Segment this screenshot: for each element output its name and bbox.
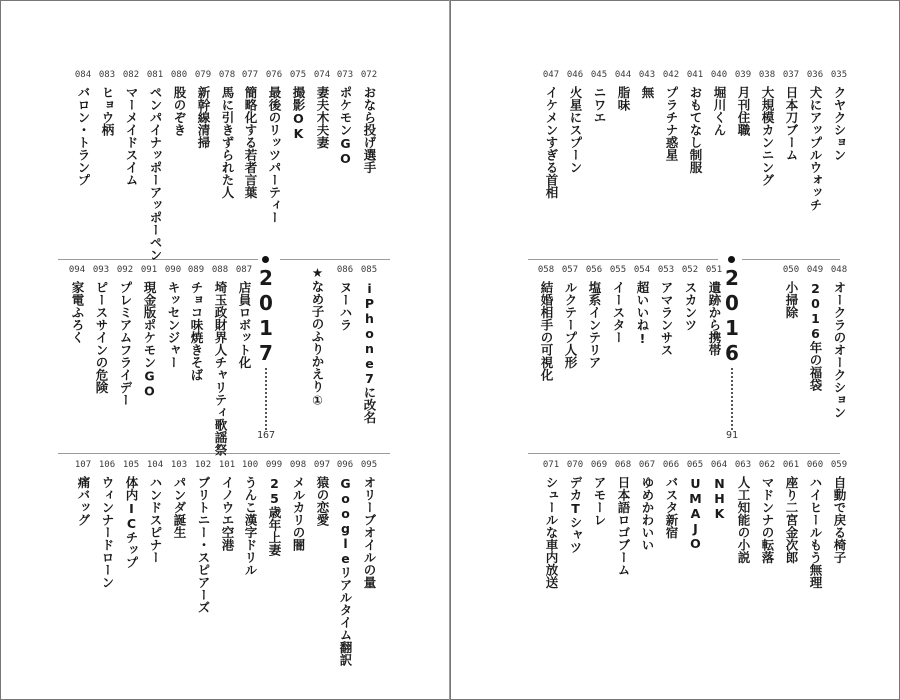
entry-title: iPhone7に改名 <box>362 281 377 424</box>
entry-number: 066 <box>662 460 680 470</box>
entry-title: プレミアムフライデー <box>118 281 133 406</box>
entry-number: 037 <box>782 70 800 80</box>
toc-entry[interactable] <box>211 265 229 465</box>
entry-title: 小掃除 <box>784 281 799 319</box>
toc-entry[interactable] <box>336 460 354 666</box>
toc-entry[interactable] <box>662 460 680 660</box>
toc-entry[interactable] <box>657 265 675 465</box>
entry-title: クヤクション <box>832 86 847 161</box>
entry-number: 067 <box>638 460 656 470</box>
entry-title: シュールな車内放送 <box>544 476 559 589</box>
toc-entry[interactable] <box>633 265 651 465</box>
entry-title: キッセンジャー <box>166 281 181 369</box>
entry-number: 041 <box>686 70 704 80</box>
entry-number: 093 <box>92 265 110 275</box>
chapter-bullet-icon <box>728 256 735 263</box>
entry-number: 073 <box>336 70 354 80</box>
entry-title: 堀川くん <box>712 86 727 136</box>
toc-entry[interactable] <box>92 265 110 465</box>
entry-title: 埼玉政財界人チャリティ歌謡祭 <box>213 281 228 456</box>
entry-number: 061 <box>782 460 800 470</box>
entry-number: 054 <box>633 265 651 275</box>
entry-title: 股のぞき <box>172 86 187 136</box>
entry-number: 079 <box>194 70 212 80</box>
toc-entry[interactable] <box>360 460 378 660</box>
toc-entry[interactable] <box>265 460 283 660</box>
toc-entry[interactable] <box>662 70 680 270</box>
toc-entry[interactable] <box>313 70 331 270</box>
toc-entry[interactable] <box>310 265 323 465</box>
entry-title: アモーレ <box>592 476 607 526</box>
entry-title: イノウエ空港 <box>220 476 235 551</box>
entry-number: 042 <box>662 70 680 80</box>
toc-entry[interactable] <box>98 460 116 660</box>
chapter-2017[interactable] <box>254 256 278 446</box>
entry-number: 064 <box>710 460 728 470</box>
entry-title: イケメンすぎる首相 <box>544 86 559 199</box>
toc-entry[interactable] <box>289 70 307 270</box>
entry-number: 095 <box>360 460 378 470</box>
entry-number: 077 <box>241 70 259 80</box>
entry-number: 063 <box>734 460 752 470</box>
entry-title: 犬にアップルウォッチ <box>808 86 823 211</box>
entry-title: 撮影OK <box>291 86 306 141</box>
entry-number: 094 <box>68 265 86 275</box>
entry-number: 086 <box>336 265 354 275</box>
entry-title: 超いいね! <box>635 281 650 346</box>
entry-title: ハンドスピナー <box>148 476 163 564</box>
entry-title: おもてなし制服 <box>688 86 703 174</box>
toc-entry[interactable] <box>710 70 728 270</box>
toc-entry[interactable] <box>194 460 212 660</box>
entry-number: 091 <box>140 265 158 275</box>
entry-number: 088 <box>211 265 229 275</box>
toc-entry[interactable] <box>122 70 140 270</box>
toc-entry[interactable] <box>806 460 824 660</box>
toc-entry[interactable] <box>609 265 627 465</box>
toc-entry[interactable] <box>218 460 236 660</box>
entry-number: 101 <box>218 460 236 470</box>
toc-entry[interactable] <box>74 460 92 660</box>
entry-title: プラチナ惑星 <box>664 86 679 161</box>
toc-entry[interactable] <box>758 460 776 660</box>
toc-entry[interactable] <box>681 265 699 465</box>
entry-number: 047 <box>542 70 560 80</box>
entry-number: 089 <box>187 265 205 275</box>
chapter-bullet-icon <box>262 256 269 263</box>
entry-number: 062 <box>758 460 776 470</box>
entry-title: ブリトニー・スピアーズ <box>196 476 211 614</box>
toc-entry[interactable] <box>218 70 236 270</box>
toc-entry[interactable] <box>758 70 776 270</box>
entry-title: イースター <box>611 281 626 344</box>
entry-number: 107 <box>74 460 92 470</box>
entry-title: 座り二宮金次郎 <box>784 476 799 564</box>
chapter-title: 2016 <box>720 266 744 366</box>
entry-title: マドンナの転落 <box>760 476 775 564</box>
chapter-page-number: 167 <box>256 430 276 441</box>
toc-entry[interactable] <box>782 460 800 660</box>
toc-entry[interactable] <box>614 70 632 270</box>
toc-entry[interactable] <box>614 460 632 660</box>
entry-title: 最後のリッツパーティー <box>267 86 282 224</box>
entry-number: 035 <box>830 70 848 80</box>
toc-entry[interactable] <box>566 460 584 660</box>
toc-entry[interactable] <box>74 70 92 270</box>
toc-entry[interactable] <box>289 460 307 660</box>
entry-number: 055 <box>609 265 627 275</box>
entry-number: 096 <box>336 460 354 470</box>
entry-title: NHK <box>712 476 727 521</box>
toc-entry[interactable] <box>710 460 728 660</box>
chapter-title: 2017 <box>254 266 278 366</box>
entry-number: 105 <box>122 460 140 470</box>
toc-entry[interactable] <box>241 460 259 660</box>
entry-title: オリーブオイルの量 <box>362 476 377 589</box>
entry-title: 痛バッグ <box>76 476 91 526</box>
toc-entry[interactable] <box>170 460 188 660</box>
entry-number: 060 <box>806 460 824 470</box>
entry-number: 075 <box>289 70 307 80</box>
entry-title: UMAJO <box>688 476 703 551</box>
toc-entry[interactable] <box>590 460 608 660</box>
entry-number: 097 <box>313 460 331 470</box>
entry-number: 084 <box>74 70 92 80</box>
toc-entry[interactable] <box>122 460 140 660</box>
entry-title: オークラのオークション <box>832 281 847 419</box>
entry-title: ★なめ子のふりかえり① <box>310 265 325 408</box>
entry-title: 人工知能の小説 <box>736 476 751 564</box>
entry-title: Googleリアルタイム翻訳 <box>338 476 353 666</box>
entry-title: バロン・トランプ <box>76 86 91 186</box>
entry-title: 火星にスプーン <box>568 86 583 174</box>
entry-title: 結婚相手の可視化 <box>539 281 554 381</box>
entry-title: チョコ味焼きそば <box>189 281 204 381</box>
toc-entry[interactable] <box>686 460 704 660</box>
leader-dots <box>265 368 267 430</box>
entry-title: アマランサス <box>659 281 674 356</box>
entry-title: 無 <box>640 86 655 99</box>
entry-title: ルクテープ人形 <box>563 281 578 369</box>
entry-number: 087 <box>235 265 253 275</box>
entry-number: 051 <box>705 265 723 275</box>
toc-entry[interactable] <box>686 70 704 270</box>
entry-number: 045 <box>590 70 608 80</box>
entry-title: ペンパイナッポーアッポーペン <box>148 86 163 261</box>
entry-number: 070 <box>566 460 584 470</box>
toc-entry[interactable] <box>313 460 331 660</box>
chapter-page-number: 91 <box>725 430 739 441</box>
entry-number: 099 <box>265 460 283 470</box>
entry-title: 新幹線清掃 <box>196 86 211 149</box>
toc-entry[interactable] <box>561 265 579 465</box>
toc-entry[interactable] <box>638 460 656 660</box>
entry-title: 遺跡から携帯 <box>707 281 722 356</box>
entry-title: ウィンナードローン <box>100 476 115 589</box>
entry-title: ヒョウ柄 <box>100 86 115 136</box>
entry-number: 065 <box>686 460 704 470</box>
entry-number: 081 <box>146 70 164 80</box>
entry-number: 106 <box>98 460 116 470</box>
toc-entry[interactable] <box>170 70 188 270</box>
entry-title: 簡略化する若者言葉 <box>243 86 258 199</box>
entry-title: 月刊住職 <box>736 86 751 136</box>
toc-entry[interactable] <box>116 265 134 465</box>
entry-number: 103 <box>170 460 188 470</box>
entry-title: マーメイドスイム <box>124 86 139 186</box>
toc-entry[interactable] <box>537 265 555 465</box>
entry-title: おなら投げ選手 <box>362 86 377 174</box>
entry-number: 080 <box>170 70 188 80</box>
entry-title: 日本語ロゴブーム <box>616 476 631 576</box>
entry-number: 074 <box>313 70 331 80</box>
entry-number: 102 <box>194 460 212 470</box>
gutter-line <box>449 0 450 700</box>
entry-number: 040 <box>710 70 728 80</box>
entry-number: 076 <box>265 70 283 80</box>
entry-title: 家電ふろく <box>70 281 85 344</box>
entry-number: 058 <box>537 265 555 275</box>
entry-number: 057 <box>561 265 579 275</box>
entry-number: 059 <box>830 460 848 470</box>
entry-number: 082 <box>122 70 140 80</box>
entry-number: 083 <box>98 70 116 80</box>
toc-entry[interactable] <box>638 70 656 270</box>
toc-entry[interactable] <box>241 70 259 270</box>
entry-number: 039 <box>734 70 752 80</box>
entry-title: うんこ漢字ドリル <box>243 476 258 576</box>
entry-number: 090 <box>164 265 182 275</box>
entry-title: ハイヒールもう無理 <box>808 476 823 589</box>
entry-title: 現金版ポケモンGO <box>142 281 157 399</box>
entry-title: ゆめかわいい <box>640 476 655 551</box>
entry-title: ポケモンGO <box>338 86 353 166</box>
entry-number: 053 <box>657 265 675 275</box>
entry-number: 071 <box>542 460 560 470</box>
entry-title: バスタ新宿 <box>664 476 679 539</box>
toc-entry[interactable] <box>542 70 560 270</box>
chapter-2016[interactable] <box>720 256 744 446</box>
entry-number: 046 <box>566 70 584 80</box>
entry-title: 自動で戻る椅子 <box>832 476 847 564</box>
entry-title: メルカリの闇 <box>291 476 306 551</box>
entry-number: 044 <box>614 70 632 80</box>
entry-title: 猿の恋愛 <box>315 476 330 526</box>
toc-entry[interactable] <box>734 460 752 660</box>
entry-number: 038 <box>758 70 776 80</box>
entry-title: 脂味 <box>616 86 631 111</box>
entry-title: パンダ誕生 <box>172 476 187 539</box>
toc-entry[interactable] <box>140 265 158 465</box>
entry-title: ヌーハラ <box>338 281 353 331</box>
entry-title: 大規模カンニング <box>760 86 775 186</box>
toc-entry[interactable] <box>734 70 752 270</box>
entry-number: 049 <box>806 265 824 275</box>
toc-entry[interactable] <box>68 265 86 465</box>
entry-number: 068 <box>614 460 632 470</box>
entry-title: 馬に引きずられた人 <box>220 86 235 199</box>
toc-entry[interactable] <box>566 70 584 270</box>
entry-number: 050 <box>782 265 800 275</box>
entry-title: ニワエ <box>592 86 607 124</box>
toc-entry[interactable] <box>265 70 283 270</box>
entry-number: 036 <box>806 70 824 80</box>
toc-entry[interactable] <box>585 265 603 465</box>
toc-entry[interactable] <box>194 70 212 270</box>
entry-title: 2016年の福袋 <box>808 281 823 391</box>
toc-entry[interactable] <box>164 265 182 465</box>
entry-title: 塩系インテリア <box>587 281 602 369</box>
entry-title: 体内ICチップ <box>124 476 139 569</box>
entry-number: 052 <box>681 265 699 275</box>
leader-dots <box>731 368 733 430</box>
entry-title: スカンツ <box>683 281 698 331</box>
entry-number: 048 <box>830 265 848 275</box>
toc-entry[interactable] <box>830 460 848 660</box>
entry-title: 25歳年上妻 <box>267 476 282 556</box>
entry-number: 092 <box>116 265 134 275</box>
toc-entry[interactable] <box>542 460 560 660</box>
toc-entry[interactable] <box>146 70 164 270</box>
entry-number: 069 <box>590 460 608 470</box>
entry-number: 043 <box>638 70 656 80</box>
entry-number: 098 <box>289 460 307 470</box>
entry-title: 店員ロボット化 <box>237 281 252 369</box>
entry-title: デカTシャツ <box>568 476 583 554</box>
toc-entry[interactable] <box>590 70 608 270</box>
entry-number: 085 <box>360 265 378 275</box>
toc-entry[interactable] <box>146 460 164 660</box>
toc-entry[interactable] <box>187 265 205 465</box>
entry-title: 日本刀ブーム <box>784 86 799 161</box>
entry-number: 100 <box>241 460 259 470</box>
entry-title: ピースサインの危険 <box>94 281 109 394</box>
entry-number: 104 <box>146 460 164 470</box>
entry-number: 056 <box>585 265 603 275</box>
entry-number: 078 <box>218 70 236 80</box>
toc-entry[interactable] <box>98 70 116 270</box>
entry-number: 072 <box>360 70 378 80</box>
entry-title: 妻夫木夫妻 <box>315 86 330 149</box>
